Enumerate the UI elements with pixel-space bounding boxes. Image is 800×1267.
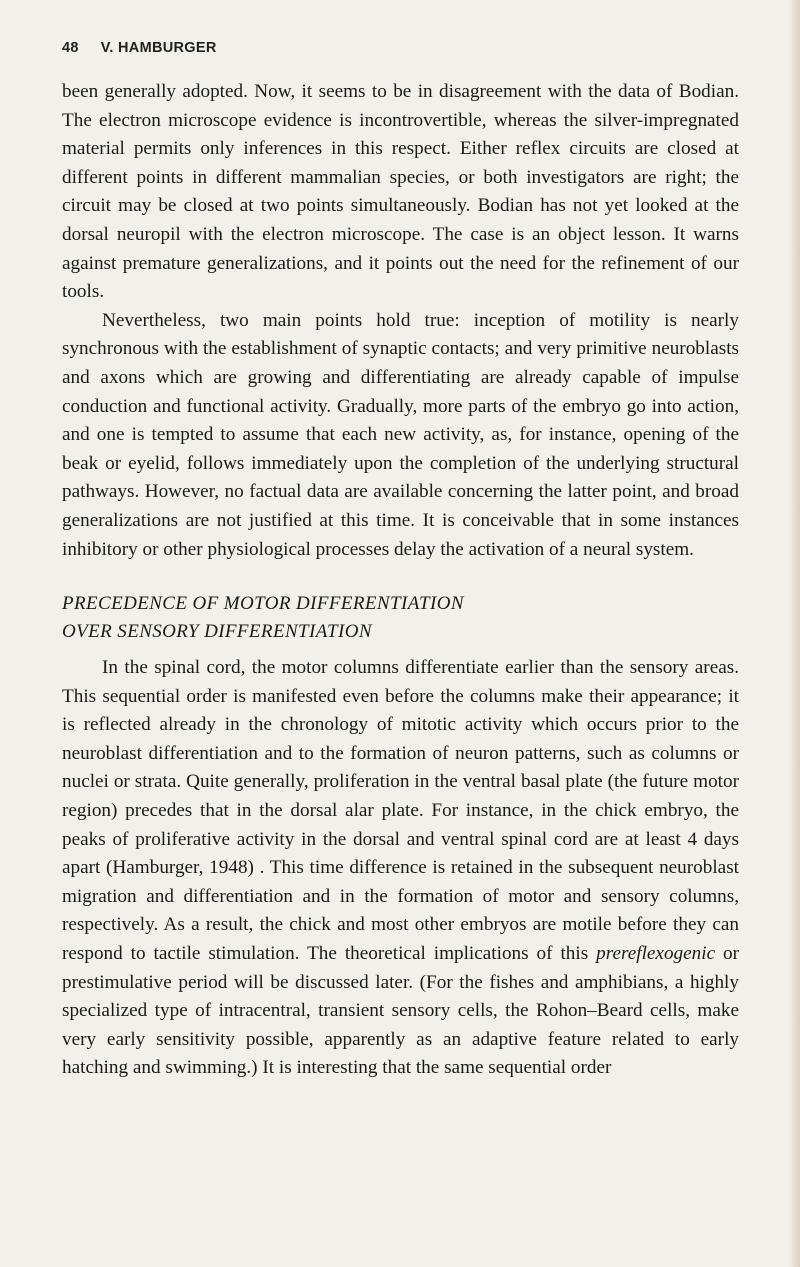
running-head — [62, 40, 217, 56]
paragraph-continuation: been generally adopted. Now, it seems to be in disagreement with the data of Bodian. The electron microscope evidence is incontrovertible, whereas the silver-impregnated material permits only inferences in this respect. Either reflex circuits are closed at different points in different mammalian species, or both investigators are right; the circuit may be closed at two points simultaneously. Bodian has not yet looked at the dorsal neuropil with the electron microscope. The case is an object lesson. It warns against premature generalizations, and it points out the need for the refinement of our tools. — [62, 81, 739, 303]
paragraph-text-part2: or prestimulative period will be discussed later. (For the fishes and amphibians, a highly specialized type of intracentral, transient sensory cells, the Rohon–Beard cells, make very early sensitivity possible, apparently as an adaptive feature related to early hatching and swimming.) It is interesting that the same sequential order — [62, 943, 740, 1079]
italic-term: prereflexogenic — [596, 943, 716, 965]
paragraph-text-part1: In the spinal cord, the motor columns differentiate earlier than the sensory areas. This sequential order is manifested even before the columns make their appearance; it is reflected already in the chronology of mitotic activity which occurs prior to the neuroblast differentiation and to the formation of neuron patterns, such as columns or nuclei or strata. Quite generally, proliferation in the ventral basal plate (the future motor region) precedes that in the dorsal alar plate. For instance, in the chick embryo, the peaks of proliferative activity in the dorsal and ventral spinal cord are at least 4 days apart (Hamburger, 1948) . This time difference is retained in the subsequent neuroblast migration and differentiation and in the formation of motor and sensory columns, respectively. As a result, the chick and most other embryos are motile before they can respond to tactile stimulation. The theoretical implications of this — [62, 657, 739, 965]
section-heading-line1: PRECEDENCE OF MOTOR DIFFERENTIATION — [62, 593, 464, 615]
paragraph-spinal-cord — [62, 654, 739, 1083]
section-heading-line2: OVER SENSORY DIFFERENTIATION — [62, 621, 372, 643]
section-heading — [62, 590, 739, 646]
body-text — [62, 78, 739, 1083]
page-number: 48 — [62, 40, 79, 56]
paragraph-nevertheless: Nevertheless, two main points hold true: inception of motility is nearly synchronous with the establishment of synaptic contacts; and very primitive neuroblasts and axons which are growing and differentiating are already capable of impulse conduction and functional activity. Gradually, more parts of the embryo go into action, and one is tempted to assume that each new activity, as, for instance, opening of the beak or eyelid, follows immediately upon the completion of the underlying structural pathways. However, no factual data are available concerning the latter point, and broad generalizations are not justified at this time. It is conceivable that in some instances inhibitory or other physiological processes delay the activation of a neural system. — [62, 309, 739, 560]
page-edge — [788, 0, 800, 1267]
author-name: V. HAMBURGER — [100, 40, 217, 56]
